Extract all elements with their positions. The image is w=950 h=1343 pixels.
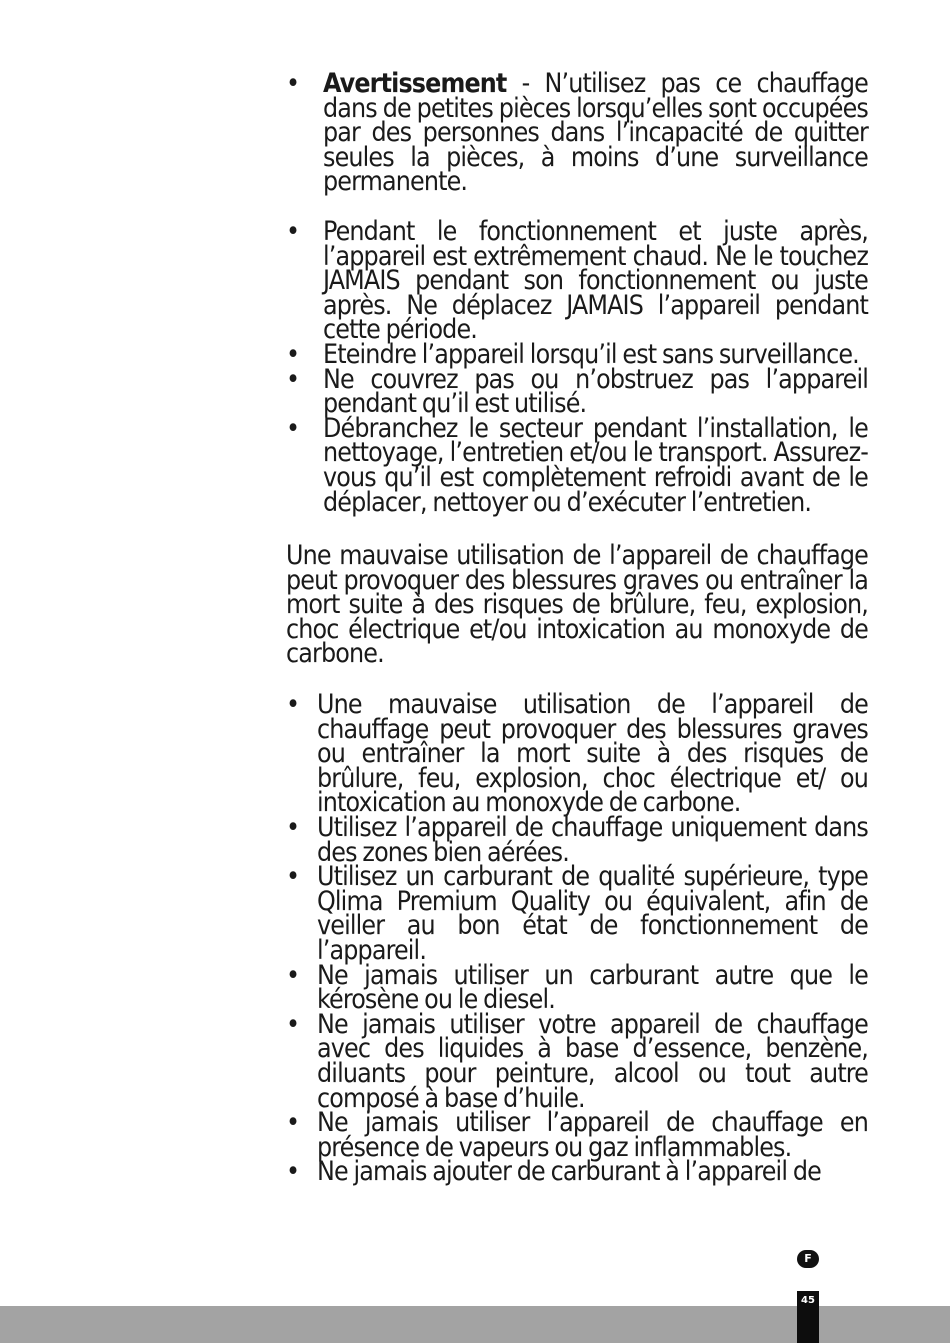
list-item-text: Ne couvrez pas ou n’obstruez pas l’appareil pendant qu’il est utilisé.: [323, 363, 868, 420]
list-item: • Ne jamais utiliser l’appareil de chauffage en présence de vapeurs ou gaz inflammables.: [286, 1111, 868, 1160]
safety-list-2-wrapper: [286, 689, 868, 1188]
list-item: • Ne jamais ajouter de carburant à l’appareil de: [286, 1160, 868, 1185]
list-item: [286, 215, 868, 346]
list-item: [286, 363, 868, 420]
list-item-text: Eteindre l’appareil lorsqu’il est sans surveillance.: [323, 338, 859, 370]
list-item-text: Pendant le fonctionnement et juste après, l’appareil est extrêmement chaud. Ne le touchez JAMAIS pendant son fonctionnement ou juste après. Ne déplacez JAMAIS l’appareil pendant cette période.: [323, 215, 868, 346]
document-body: [286, 68, 868, 1188]
list-item-text: Débranchez le secteur pendant l’installation, le nettoyage, l’entretien et/ou le transport. Assurez-vous qu’il est complètement refroidi avant de le déplacer, nettoyer ou d’exécuter l’entretien.: [323, 412, 868, 518]
list-item: • Ne jamais utiliser un carburant autre que le kérosène ou le diesel.: [286, 964, 868, 1013]
language-badge: F: [797, 1250, 819, 1268]
list-item: • Utilisez l’appareil de chauffage uniquement dans des zones bien aérées.: [286, 816, 868, 865]
page-number: 45: [801, 1295, 815, 1306]
warning-paragraph: Une mauvaise utilisation de l’appareil de chauffage peut provoquer des blessures graves ou entraîner la mort suite à des risques de brûlure, feu, explosion, choc électrique et/ou intoxication au monoxyde de carbone.: [286, 540, 868, 670]
list-item: • Ne jamais utiliser votre appareil de chauffage avec des liquides à base d’essence, benzène, diluants pour peinture, alcool ou tout autre composé à base d’huile.: [286, 1013, 868, 1111]
safety-list-2: [286, 689, 868, 1188]
warning-label: Avertissement: [323, 68, 507, 99]
list-item: [286, 412, 868, 518]
list-item-text: - N’utilisez pas ce chauffage dans de petites pièces lorsqu’elles sont occupées par des personnes dans l’incapacité de quitter seules la pièces, à moins d’une surveillance permanente.: [323, 68, 868, 198]
page-number-tab: [797, 1291, 819, 1343]
safety-list-1: [286, 68, 868, 518]
list-item: • Utilisez un carburant de qualité supérieure, type Qlima Premium Quality ou équivalent, afin de veiller au bon état de fonctionnement de l’appareil.: [286, 865, 868, 963]
list-item: • Une mauvaise utilisation de l’appareil de chauffage peut provoquer des blessures graves ou entraîner la mort suite à des risques de brûlure, feu, explosion, choc électrique et/ ou intoxication au monoxyde de carbone.: [286, 693, 868, 816]
list-item: [286, 68, 868, 198]
